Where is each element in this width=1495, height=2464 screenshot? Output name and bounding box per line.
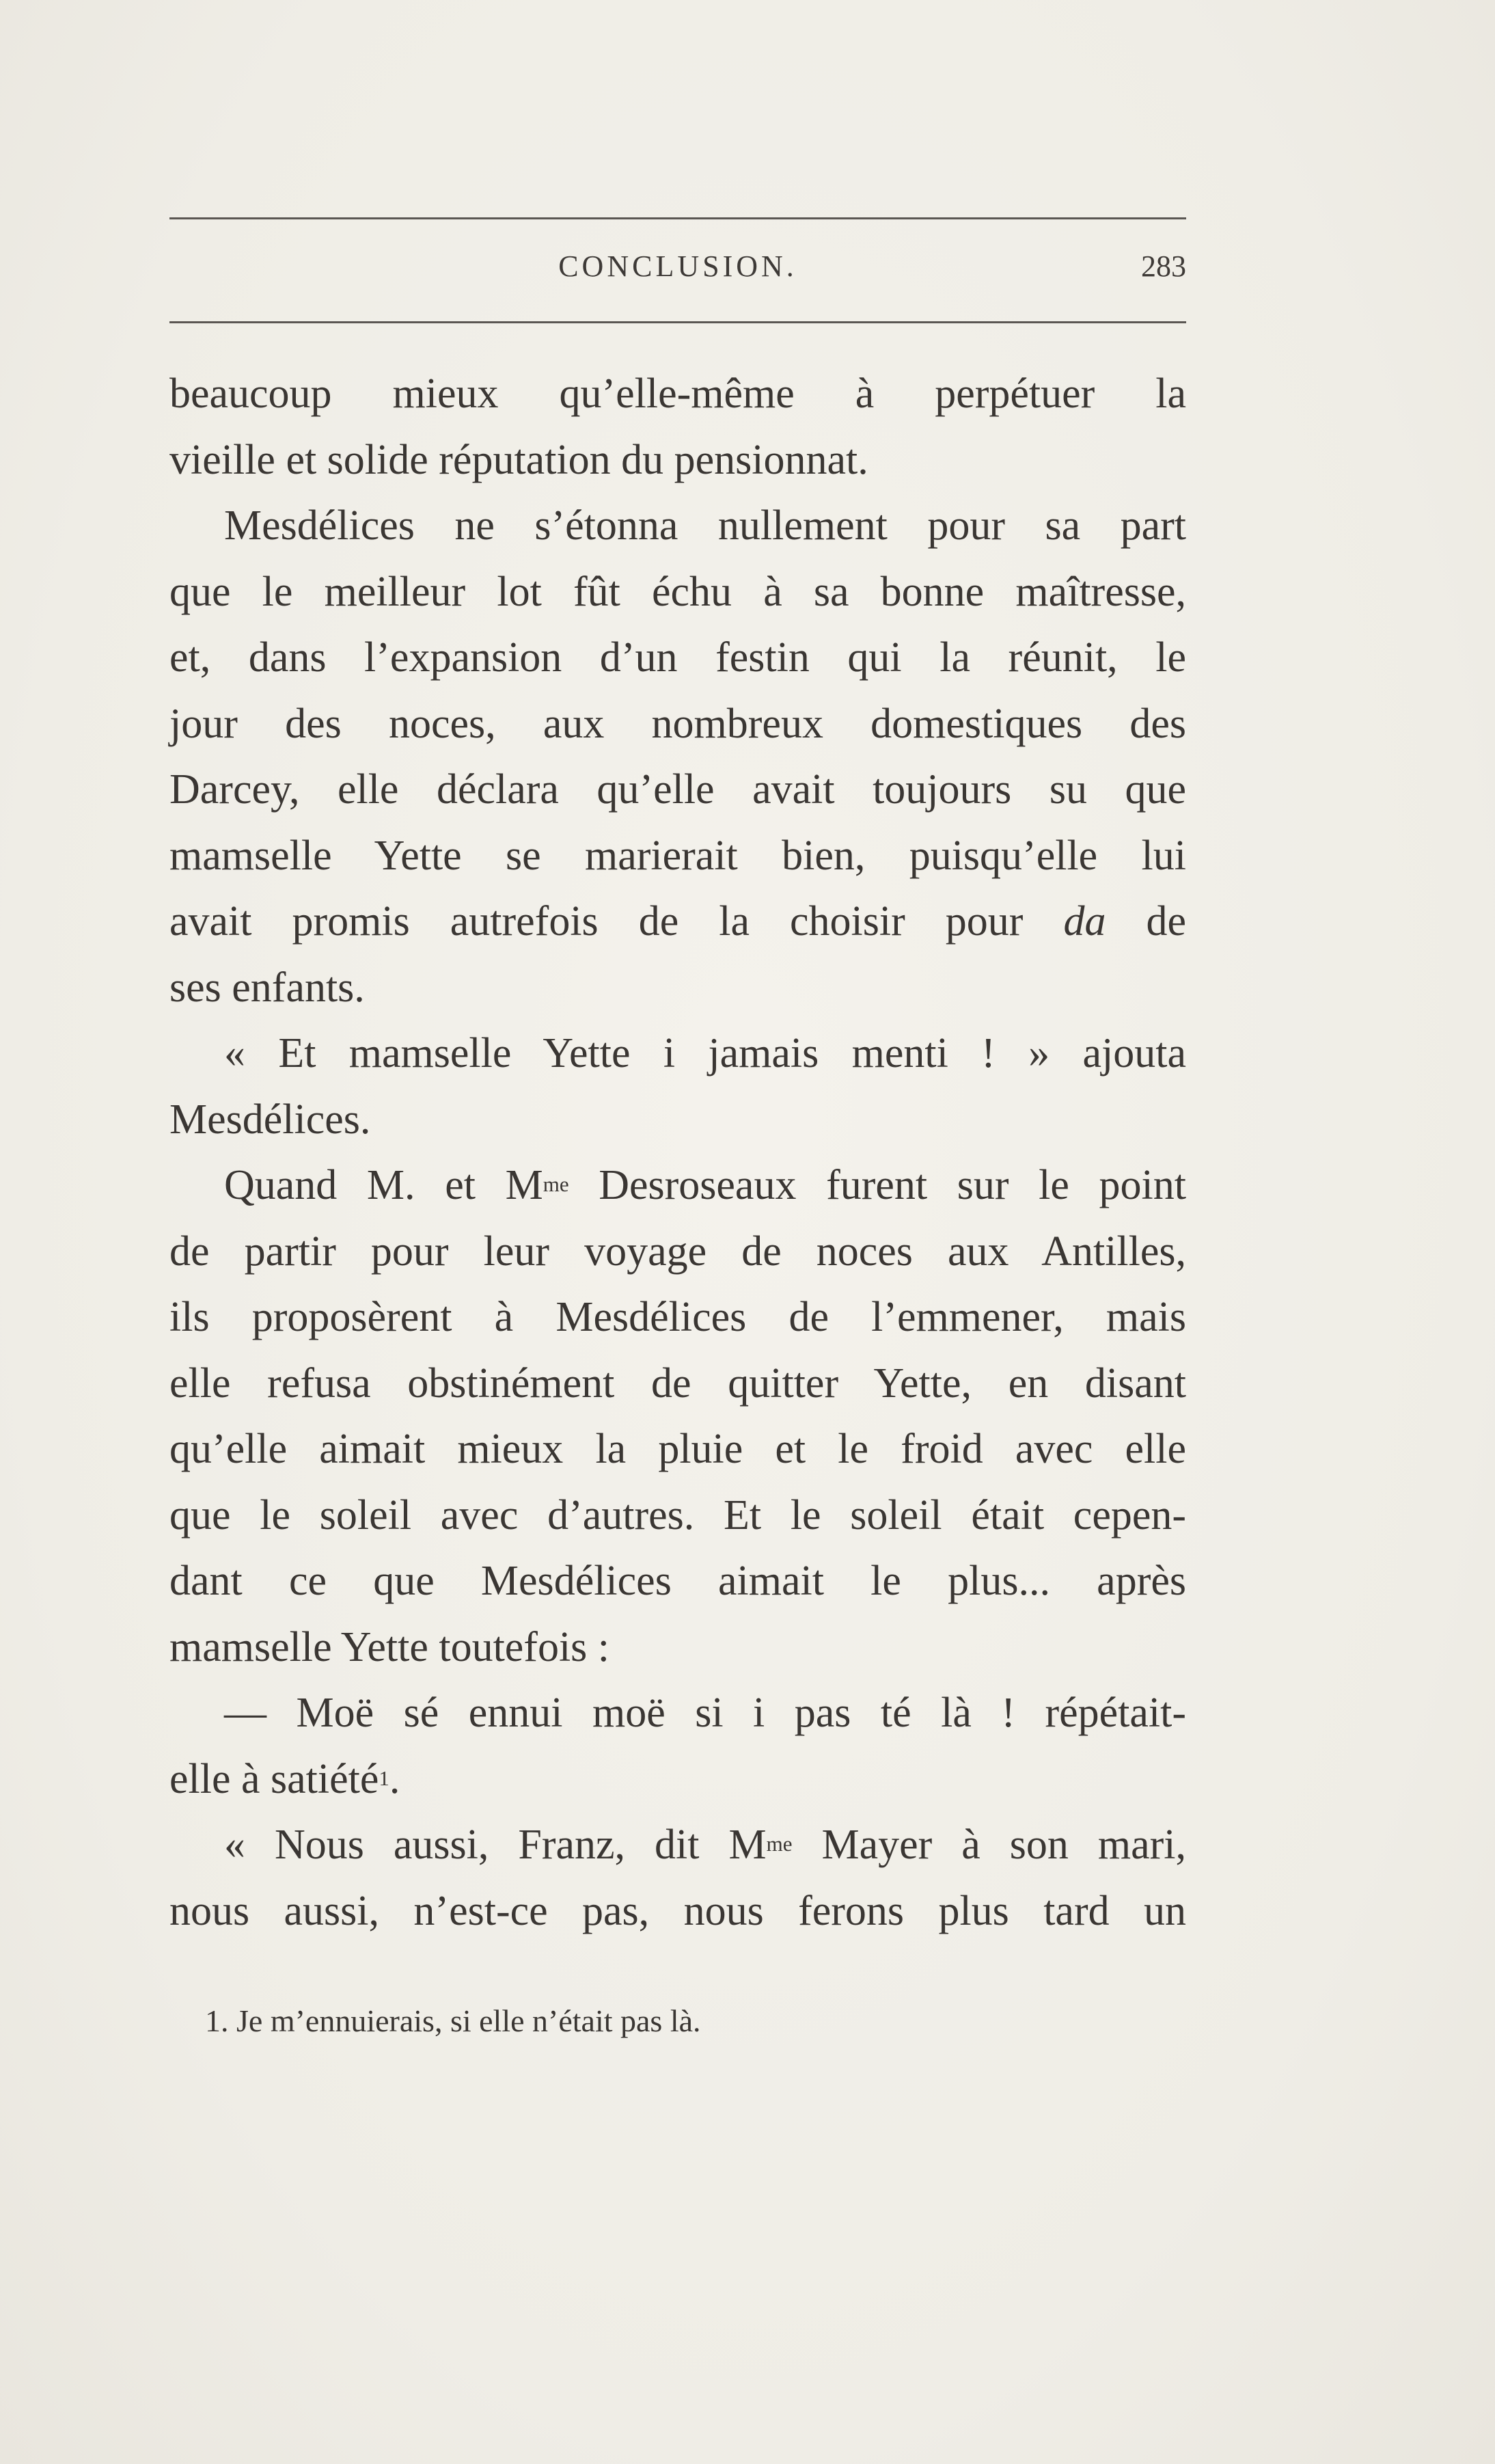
text-line: jour des noces, aux nombreux domestiques des bbox=[169, 700, 1186, 747]
text-segment: Mayer à son mari, bbox=[821, 1822, 1187, 1868]
text-line: elle refusa obstinément de quitter Yette, en disant bbox=[169, 1359, 1186, 1407]
text-line: beaucoup mieux qu’elle-même à perpétuer la bbox=[169, 370, 1186, 417]
header-rule-bottom bbox=[169, 321, 1186, 323]
footnote: 1. Je m’ennuierais, si elle n’était pas là. bbox=[205, 2003, 701, 2038]
paragraph-start-line bbox=[169, 1152, 1186, 1219]
text-line: et, dans l’expansion d’un festin qui la réunit, le bbox=[169, 634, 1186, 681]
text-line: ils proposèrent à Mesdélices de l’emmener, mais bbox=[169, 1294, 1186, 1340]
text-line: qu’elle aimait mieux la pluie et le froid avec elle bbox=[169, 1426, 1186, 1472]
text-line: mamselle Yette toutefois : bbox=[169, 1623, 610, 1670]
text-line: vieille et solide réputation du pensionnat. bbox=[169, 436, 868, 483]
footnote-marker: 1 bbox=[379, 1765, 389, 1790]
superscript: me bbox=[766, 1832, 793, 1856]
body-text bbox=[169, 361, 1186, 1944]
text-line: que le soleil avec d’autres. Et le soleil était cepen- bbox=[169, 1491, 1186, 1539]
running-title: CONCLUSION. bbox=[558, 249, 797, 283]
text-segment: avait promis autrefois de la choisir pour bbox=[169, 898, 1024, 945]
paragraph-start-line: Mesdélices ne s’étonna nullement pour sa part bbox=[224, 502, 1186, 549]
text-line: Mesdélices. bbox=[169, 1096, 371, 1143]
text-line: mamselle Yette se marierait bien, puisqu’elle lui bbox=[169, 832, 1186, 879]
paragraph-start-line bbox=[169, 1812, 1186, 1878]
text-line: que le meilleur lot fût échu à sa bonne maîtresse, bbox=[169, 568, 1186, 615]
text-segment: . bbox=[389, 1755, 400, 1802]
text-line bbox=[169, 889, 1186, 955]
text-segment: de bbox=[1146, 898, 1187, 945]
text-line bbox=[169, 1746, 1186, 1813]
text-line: de partir pour leur voyage de noces aux Antilles, bbox=[169, 1228, 1186, 1275]
text-line: dant ce que Mesdélices aimait le plus... après bbox=[169, 1558, 1186, 1604]
text-segment: elle à satiété bbox=[169, 1755, 379, 1802]
header-rule-top bbox=[169, 217, 1186, 219]
page-number: 283 bbox=[1141, 249, 1186, 283]
superscript: me bbox=[543, 1172, 569, 1197]
text-line: Darcey, elle déclara qu’elle avait toujours su que bbox=[169, 766, 1186, 813]
text-line: ses enfants. bbox=[169, 964, 365, 1011]
text-segment: Quand M. et M bbox=[224, 1162, 543, 1208]
paragraph-start-line: — Moë sé ennui moë si i pas té là ! répétait- bbox=[224, 1690, 1186, 1736]
italic-word: da bbox=[1063, 898, 1106, 945]
text-line: nous aussi, n’est-ce pas, nous ferons plus tard un bbox=[169, 1887, 1186, 1934]
text-segment: Desroseaux furent sur le point bbox=[599, 1162, 1186, 1208]
text-segment: « Nous aussi, Franz, dit M bbox=[224, 1822, 767, 1868]
paragraph-start-line: « Et mamselle Yette i jamais menti ! » ajouta bbox=[224, 1030, 1186, 1077]
